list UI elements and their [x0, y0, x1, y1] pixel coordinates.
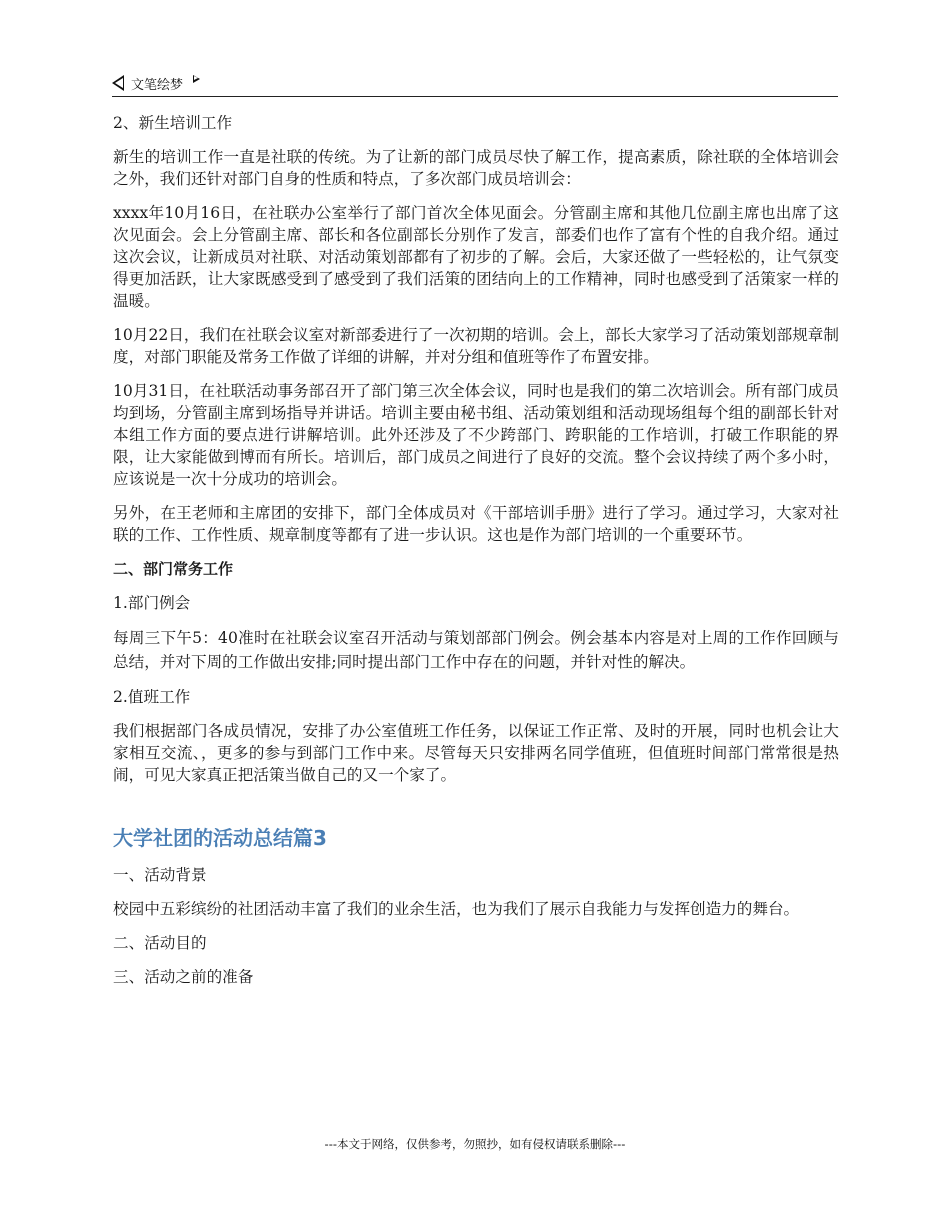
section-title-3: 大学社团的活动总结篇3: [113, 826, 327, 850]
paragraph: 我们根据部门各成员情况，安排了办公室值班工作任务，以保证工作正常、及时的开展，同时也机会让大家相互交流、，更多的参与到部门工作中来。尽管每天只安排两名同学值班，但值班时间部门常常很是热闹，可见大家真正把活策当做自己的又一个家了。: [113, 722, 839, 784]
paragraph: 新生的培训工作一直是社联的传统。为了让新的部门成员尽快了解工作，提高素质，除社联的全体培训会之外，我们还针对部门自身的性质和特点，了多次部门成员培训会：: [113, 148, 839, 188]
triangle-left-icon: [112, 75, 124, 91]
subheading-duty-work: 2.值班工作: [113, 688, 191, 706]
subheading-preparation: 三、活动之前的准备: [113, 968, 254, 986]
paragraph: 校园中五彩缤纷的社团活动丰富了我们的业余生活，也为我们了展示自我能力与发挥创造力的舞台。: [113, 900, 800, 918]
paragraph: 每周三下午5：40准时在社联会议室召开活动与策划部部门例会。例会基本内容是对上周的工作作回顾与总结，并对下周的工作做出安排;同时提出部门工作中存在的问题，并针对性的解决。: [113, 629, 839, 671]
subheading-background: 一、活动背景: [113, 866, 207, 884]
subheading-purpose: 二、活动目的: [113, 934, 207, 952]
triangle-right-icon: [193, 75, 200, 83]
paragraph: 10月22日，我们在社联会议室对新部委进行了一次初期的培训。会上，部长大家学习了活动策划部规章制度，对部门职能及常务工作做了详细的讲解，并对分组和值班等作了布置安排。: [113, 326, 839, 366]
subheading-weekly-meeting: 1.部门例会: [113, 594, 191, 612]
paragraph: 另外，在王老师和主席团的安排下，部门全体成员对《干部培训手册》进行了学习。通过学习，大家对社联的工作、工作性质、规章制度等都有了进一步认识。这也是作为部门培训的一个重要环节。: [113, 504, 839, 544]
paragraph-heading-training: 2、新生培训工作: [113, 114, 233, 132]
paragraph: xxxx年10月16日，在社联办公室举行了部门首次全体见面会。分管副主席和其他几位副主席也出席了这次见面会。会上分管副主席、部长和各位副部长分别作了发言，部委们也作了富有个性的自我介绍。通过这次会议，让新成员对社联、对活动策划部都有了初步的了解。会后，大家还做了一些轻松的，让气氛变得更加活跃，让大家既感受到了感受到了我们活策的团结向上的工作精神，同时也感受到了活策家一样的温暖。: [113, 204, 839, 310]
document-body: [113, 112, 839, 1000]
paragraph: 10月31日，在社联活动事务部召开了部门第三次全体会议，同时也是我们的第二次培训会。所有部门成员均到场，分管副主席到场指导并讲话。培训主要由秘书组、活动策划组和活动现场组每个组的副部长针对本组工作方面的要点进行讲解培训。此外还涉及了不少跨部门、跨职能的工作培训，打破工作职能的界限，让大家能做到博而有所长。培训后，部门成员之间进行了良好的交流。整个会议持续了两个多小时，应该说是一次十分成功的培训会。: [113, 382, 839, 488]
page-header: [112, 70, 838, 97]
section-heading-routine-work: 二、部门常务工作: [113, 560, 234, 578]
brand-name: 文笔绘梦: [131, 77, 184, 93]
page-footer-disclaimer: ---本文于网络，仅供参考，勿照抄，如有侵权请联系删除---: [324, 1137, 626, 1151]
